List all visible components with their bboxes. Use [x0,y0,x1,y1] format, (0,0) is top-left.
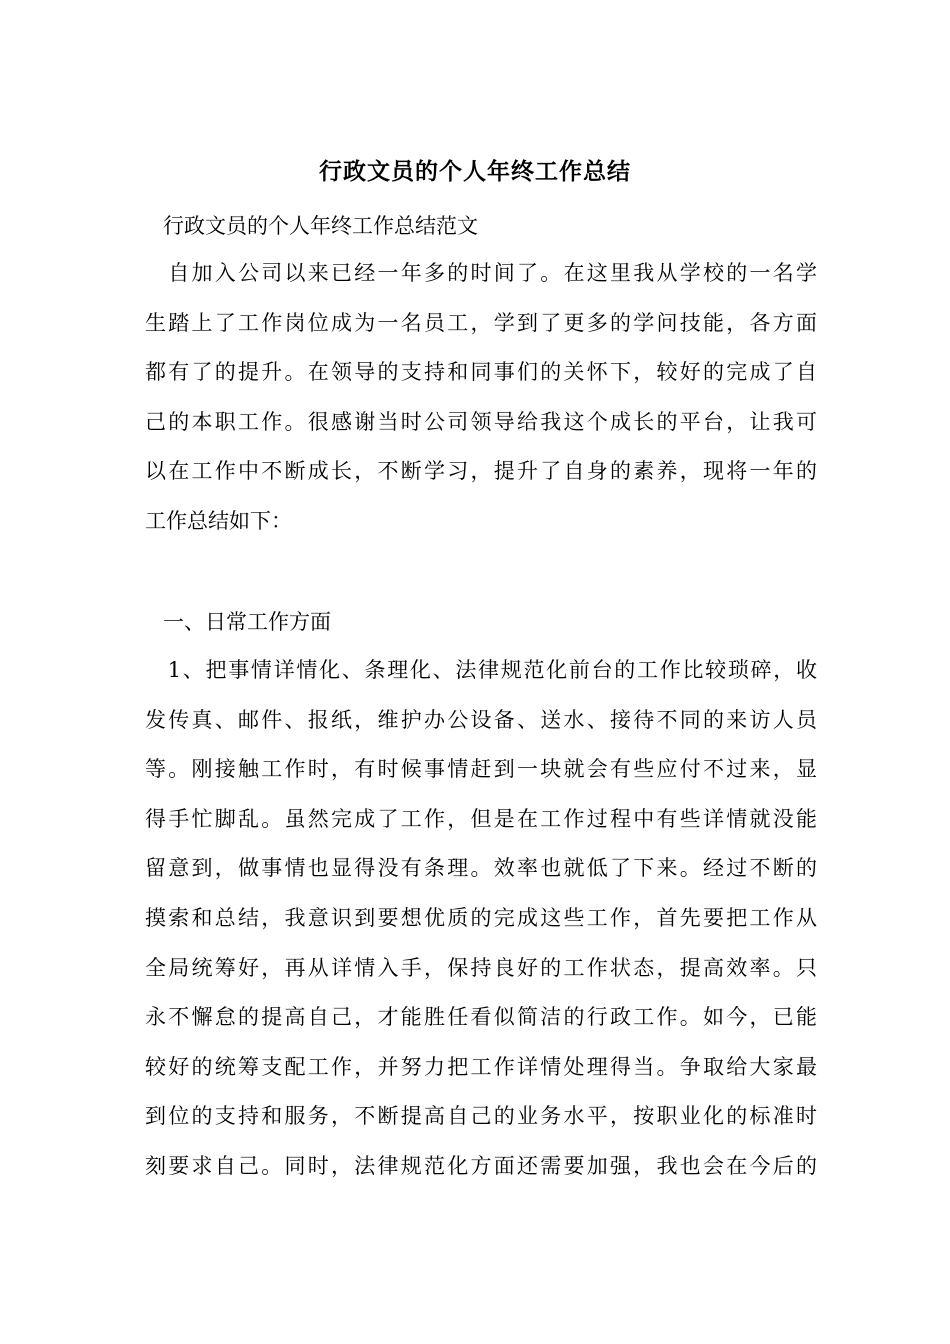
paragraph-line: 留意到，做事情也显得没有条理。效率也就低了下来。经过不断的 [145,856,817,881]
paragraph-line: 工作总结如下： [145,508,292,533]
section1-paragraph [145,646,817,1192]
paragraph-line: 等。刚接触工作时，有时候事情赶到一块就会有些应付不过来，显 [145,757,817,782]
paragraph-line: 1、把事情详情化、条理化、法律规范化前台的工作比较琐碎，收 [145,658,817,682]
intro-paragraph [145,249,817,547]
paragraph-line: 全局统筹好，再从详情入手，保持良好的工作状态，提高效率。只 [145,955,817,980]
paragraph-line: 生踏上了工作岗位成为一名员工，学到了更多的学问技能，各方面 [145,310,817,335]
paragraph-line: 较好的统筹支配工作，并努力把工作详情处理得当。争取给大家最 [145,1054,817,1079]
section-heading: 一、日常工作方面 [163,610,331,634]
document-title: 行政文员的个人年终工作总结 [319,158,631,185]
paragraph-line: 得手忙脚乱。虽然完成了工作，但是在工作过程中有些详情就没能 [145,806,817,831]
paragraph-line: 己的本职工作。很感谢当时公司领导给我这个成长的平台，让我可 [145,409,817,434]
paragraph-line: 发传真、邮件、报纸，维护办公设备、送水、接待不同的来访人员 [145,707,817,732]
paragraph-line: 永不懈怠的提高自己，才能胜任看似简洁的行政工作。如今，已能 [145,1005,817,1030]
paragraph-line: 自加入公司以来已经一年多的时间了。在这里我从学校的一名学 [145,261,817,285]
document-subtitle: 行政文员的个人年终工作总结范文 [163,214,478,238]
paragraph-line: 以在工作中不断成长，不断学习，提升了自身的素养，现将一年的 [145,459,817,484]
paragraph-line: 摸索和总结，我意识到要想优质的完成这些工作，首先要把工作从 [145,905,817,930]
paragraph-line: 刻要求自己。同时，法律规范化方面还需要加强，我也会在今后的 [145,1153,817,1178]
paragraph-line: 都有了的提升。在领导的支持和同事们的关怀下，较好的完成了自 [145,360,817,385]
paragraph-line: 到位的支持和服务，不断提高自己的业务水平，按职业化的标准时 [145,1104,817,1129]
